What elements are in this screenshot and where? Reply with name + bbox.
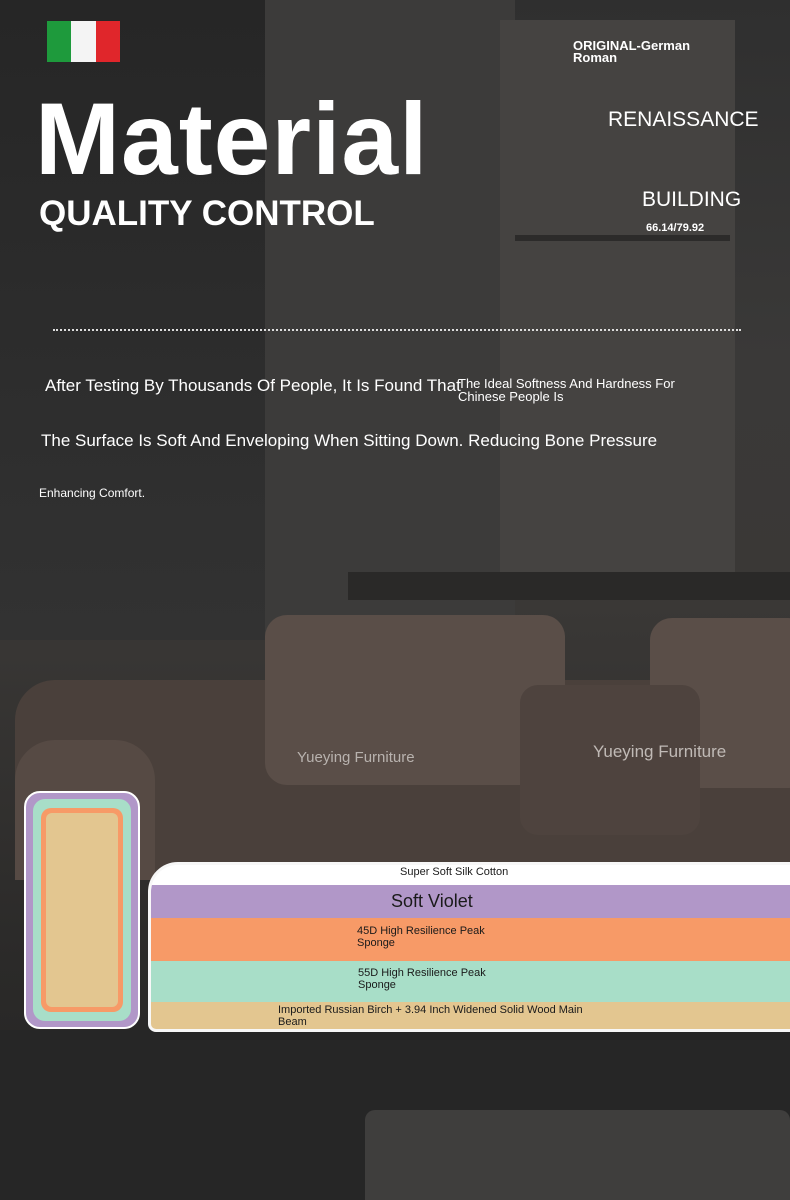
shelf-board — [515, 235, 730, 241]
cushion-cross-section — [24, 791, 140, 1029]
layer-55d-sponge — [151, 961, 790, 1002]
layer-45d-sponge — [151, 918, 790, 961]
page-title: Material — [35, 82, 429, 196]
layer-soft-violet — [151, 885, 790, 918]
layer-label: Imported Russian Birch + 3.94 Inch Widened Solid Wood Main Beam — [278, 1004, 583, 1028]
dimension-number: 66.14/79.92 — [646, 222, 705, 234]
watermark: Yueying Furniture — [593, 742, 727, 761]
renaissance-label: RENAISSANCE — [608, 108, 759, 131]
watermark: Yueying Furniture — [297, 749, 415, 766]
italy-flag-icon — [47, 21, 120, 62]
layer-silk-cotton — [151, 865, 790, 885]
building-label: BUILDING — [642, 188, 742, 211]
description-line-1-overlay: The Ideal Softness And Hardness For Chinese People Is — [458, 376, 675, 404]
description-line-1: After Testing By Thousands Of People, It Is Found That — [45, 376, 461, 395]
flag-stripe-green — [47, 21, 71, 62]
layer-label: 55D High Resilience Peak Sponge — [358, 967, 486, 991]
origin-label: ORIGINAL-German Roman — [573, 38, 691, 65]
flag-stripe-white — [71, 21, 95, 62]
layer-wood-beam — [151, 1002, 790, 1032]
layer-label: Soft Violet — [391, 891, 473, 911]
cross-section-core — [46, 813, 118, 1007]
dotted-divider — [53, 329, 741, 331]
coffee-table — [365, 1110, 790, 1200]
description-line-3: Enhancing Comfort. — [39, 486, 146, 500]
flag-stripe-red — [96, 21, 120, 62]
shelf-board-lower — [348, 572, 790, 600]
layer-diagram — [148, 862, 790, 1032]
layer-label: Super Soft Silk Cotton — [400, 866, 509, 878]
layer-label: 45D High Resilience Peak Sponge — [357, 925, 485, 949]
bookshelf — [500, 20, 735, 580]
page-subtitle: QUALITY CONTROL — [39, 194, 375, 233]
description-line-2: The Surface Is Soft And Enveloping When Sitting Down. Reducing Bone Pressure — [41, 431, 658, 450]
